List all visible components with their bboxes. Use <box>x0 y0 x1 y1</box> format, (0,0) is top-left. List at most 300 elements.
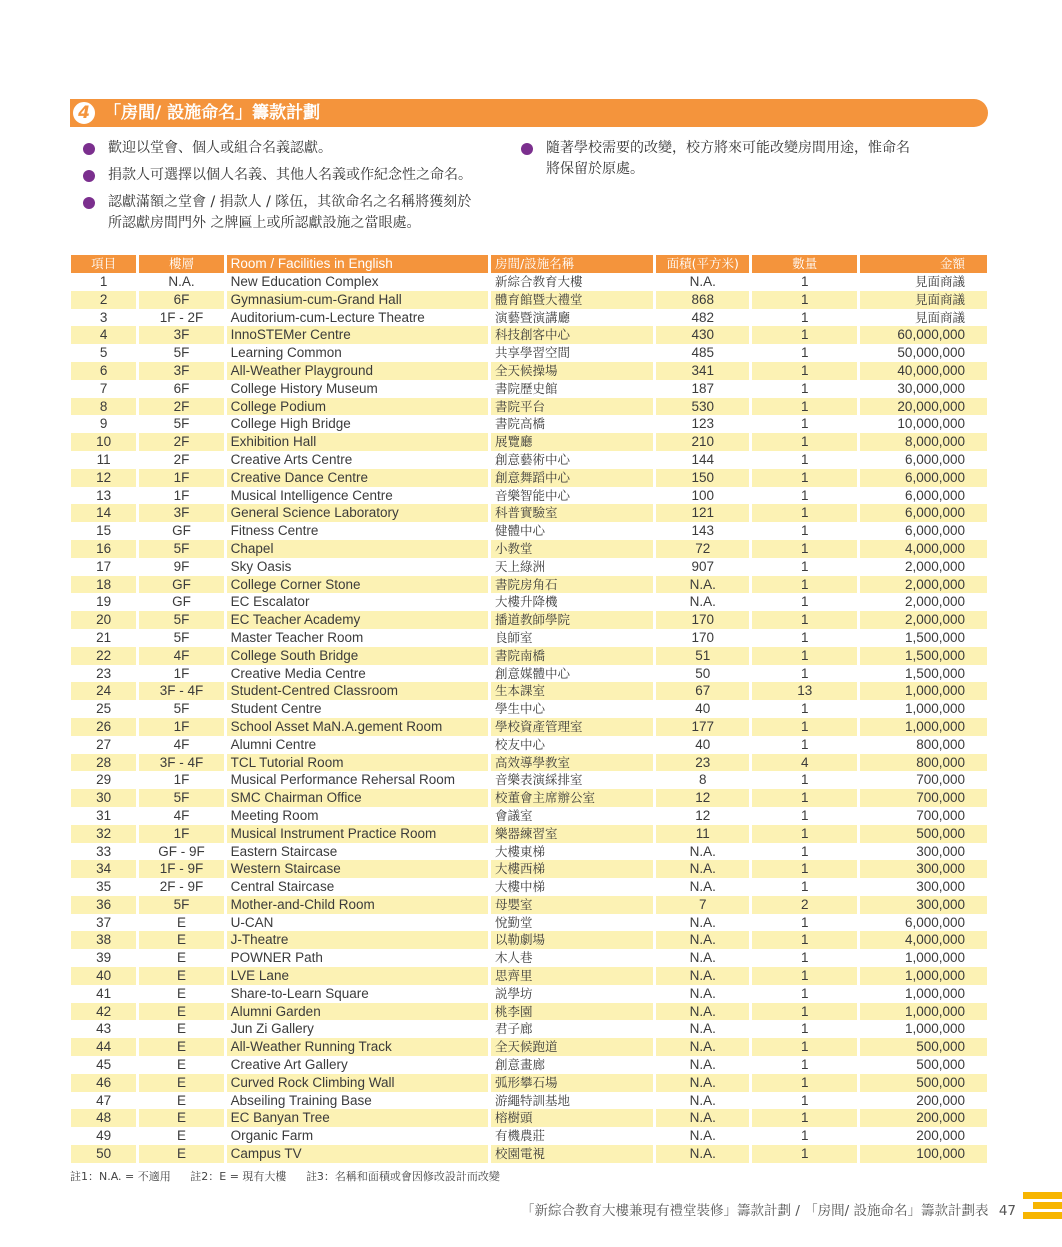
table-cell: 72 <box>656 540 749 558</box>
table-cell: 游繩特訓基地 <box>495 1092 571 1108</box>
table-body <box>71 273 987 1163</box>
table-cell: 良師室 <box>495 629 533 645</box>
bullet-item <box>108 165 472 186</box>
table-cell: GF <box>172 523 191 539</box>
table-cell: 170 <box>691 629 714 645</box>
table-cell: EC Escalator <box>230 594 310 610</box>
table-cell: 5F <box>139 540 223 558</box>
table-cell: 榕樹頭 <box>491 1109 653 1127</box>
table-cell: E <box>176 985 186 1001</box>
table-cell: 300,000 <box>860 860 987 878</box>
table-cell: 1 <box>752 931 857 949</box>
table-cell: 悅勤堂 <box>495 914 533 930</box>
bullet-text: 隨著學校需要的改變，校方將來可能改變房間用途，惟命名 將保留於原處。 <box>546 140 910 177</box>
table-cell: 1F <box>139 825 223 843</box>
bullet-item <box>108 192 471 234</box>
footer-title: 「新綜合教育大樓兼現有禮堂裝修」籌款計劃 / 「房間/ 設施命名」籌款計劃表 <box>521 1203 989 1219</box>
table-cell: 170 <box>656 611 749 629</box>
table-cell: 健體中心 <box>495 523 546 539</box>
table-row <box>71 931 987 949</box>
table-cell: 生本課室 <box>491 682 653 700</box>
table-row <box>71 362 987 380</box>
table-cell: N.A. <box>168 274 195 289</box>
table-cell: 1 <box>752 1038 857 1056</box>
table-cell: 11 <box>96 451 111 467</box>
table-cell: 書院歷史館 <box>495 380 558 396</box>
table-cell: College High Bridge <box>230 416 351 432</box>
table-cell: College Podium <box>227 398 488 416</box>
table-cell: EC Teacher Academy <box>227 611 488 629</box>
table-row <box>71 718 987 736</box>
table-cell: 弧形攀石場 <box>491 1074 653 1092</box>
table-cell: 1 <box>752 860 857 878</box>
table-cell: 1 <box>801 594 809 610</box>
table-cell: College History Museum <box>230 380 378 396</box>
table-row <box>71 736 987 754</box>
table-cell: Gymnasium-cum-Grand Hall <box>227 291 488 309</box>
table-row <box>71 754 987 772</box>
table-cell: 6,000,000 <box>860 469 987 487</box>
table-row <box>71 682 987 700</box>
table-cell: 會議室 <box>495 807 533 823</box>
column-header: 數量 <box>752 255 857 273</box>
table-cell: 200,000 <box>916 1092 965 1108</box>
column-header: 金額 <box>860 255 987 273</box>
table-cell: 1 <box>752 469 857 487</box>
table-cell: 1,500,000 <box>860 647 987 665</box>
table-row <box>71 415 987 433</box>
table-cell: 30,000,000 <box>897 380 965 396</box>
table-row <box>71 1020 987 1038</box>
table-row <box>71 1145 987 1163</box>
table-cell: 書院高橋 <box>495 416 546 432</box>
table-cell: 5F <box>139 789 223 807</box>
table-cell: 34 <box>71 860 136 878</box>
table-cell: 121 <box>656 504 749 522</box>
column-header: Room / Facilities in English <box>227 255 488 273</box>
table-cell: E <box>139 1145 223 1163</box>
table-cell: EC Banyan Tree <box>227 1109 488 1127</box>
table-cell: 40 <box>695 736 711 752</box>
table-cell: 32 <box>71 825 136 843</box>
table-cell: 6,000,000 <box>860 504 987 522</box>
table-cell: E <box>176 1128 186 1144</box>
table-row <box>71 1056 987 1074</box>
table-cell: Student-Centred Classroom <box>227 682 488 700</box>
table-cell: 15 <box>96 523 112 539</box>
table-cell: 10,000,000 <box>897 416 965 432</box>
table-cell: 1F <box>173 772 190 788</box>
table-cell: 天上綠洲 <box>495 558 546 574</box>
table-cell: 1,500,000 <box>904 629 965 645</box>
table-cell: Alumni Garden <box>227 1003 488 1021</box>
table-cell: 2F <box>139 398 223 416</box>
table-cell: 800,000 <box>860 754 987 772</box>
table-cell: Mother-and-Child Room <box>227 896 488 914</box>
table-cell: 1 <box>752 789 857 807</box>
table-cell: 有機農莊 <box>495 1128 546 1144</box>
table-cell: 1 <box>801 807 809 823</box>
footnotes <box>70 1168 516 1184</box>
table-cell: Musical Intelligence Centre <box>230 487 393 503</box>
table-cell: 4F <box>139 647 223 665</box>
table-row <box>71 522 987 540</box>
table-cell: 2 <box>752 896 857 914</box>
table-cell: 177 <box>656 718 749 736</box>
table-cell: 907 <box>691 558 714 574</box>
table-cell: 49 <box>96 1128 112 1144</box>
table-cell: N.A. <box>689 843 716 859</box>
table-cell: 14 <box>71 504 136 522</box>
table-cell: E <box>139 1109 223 1127</box>
table-cell: 1 <box>801 1128 809 1144</box>
table-cell: 40 <box>695 701 711 717</box>
table-cell: 1 <box>752 718 857 736</box>
table-row <box>71 558 987 576</box>
table-cell: 60,000,000 <box>860 326 987 344</box>
table-cell: General Science Laboratory <box>227 504 488 522</box>
bullet-dot-icon <box>83 197 95 209</box>
table-cell: Creative Arts Centre <box>230 451 353 467</box>
table-cell: 音樂智能中心 <box>495 487 571 503</box>
table-cell: 5F <box>173 416 190 432</box>
table-cell: 46 <box>71 1074 136 1092</box>
table-cell: 143 <box>691 523 714 539</box>
table-row <box>71 647 987 665</box>
table-cell: 1 <box>801 1057 809 1073</box>
table-cell: 12 <box>695 807 711 823</box>
table-cell: Musical Performance Rehersal Room <box>230 772 455 788</box>
table-cell: 4 <box>752 754 857 772</box>
table-cell: E <box>176 1021 186 1037</box>
table-row <box>71 611 987 629</box>
table-cell: LVE Lane <box>227 967 488 985</box>
table-cell: 1,000,000 <box>860 682 987 700</box>
table-cell: 創意畫廊 <box>495 1057 546 1073</box>
table-cell: 1 <box>752 576 857 594</box>
table-cell: 13 <box>96 487 112 503</box>
table-cell: N.A. <box>656 1038 749 1056</box>
table-cell: 1 <box>752 326 857 344</box>
table-cell: 1F <box>139 718 223 736</box>
table-cell: 50,000,000 <box>897 345 965 361</box>
table-cell: 12 <box>71 469 136 487</box>
table-cell: 868 <box>656 291 749 309</box>
table-cell: 1,000,000 <box>860 718 987 736</box>
table-cell: Musical Instrument Practice Room <box>227 825 488 843</box>
table-cell: Central Staircase <box>230 879 335 895</box>
table-cell: 1 <box>801 914 809 930</box>
table-cell: 2,000,000 <box>860 611 987 629</box>
table-cell: 校園電視 <box>491 1145 653 1163</box>
bullet-text: 認獻滿額之堂會 / 捐款人 / 隊伍，其欲命名之名稱將獲刻於 所認獻房間門外 之牌匾上或所認獻設施之當眼處。 <box>108 194 472 231</box>
table-cell: 5F <box>139 611 223 629</box>
table-cell: 桃李園 <box>491 1003 653 1021</box>
table-row <box>71 860 987 878</box>
table-cell: 21 <box>96 629 112 645</box>
column-header: 面積(平方米) <box>656 255 749 273</box>
table-cell: 500,000 <box>860 825 987 843</box>
table-cell: New Education Complex <box>230 274 379 289</box>
table-cell: N.A. <box>689 914 716 930</box>
table-row <box>71 807 987 825</box>
table-cell: 39 <box>96 950 112 966</box>
table-row <box>71 398 987 416</box>
table-cell: 40 <box>71 967 136 985</box>
table-cell: 母嬰室 <box>491 896 653 914</box>
table-cell: Abseiling Training Base <box>230 1092 372 1108</box>
table-cell: N.A. <box>656 967 749 985</box>
table-cell: 1 <box>801 309 809 325</box>
table-cell: N.A. <box>689 274 716 289</box>
table-cell: 1 <box>801 345 809 361</box>
table-cell: 6F <box>139 291 223 309</box>
table-cell: 1 <box>752 825 857 843</box>
table-cell: 38 <box>71 931 136 949</box>
table-row <box>71 896 987 914</box>
table-cell: 1 <box>801 950 809 966</box>
table-row <box>71 380 987 398</box>
table-cell: 10 <box>71 433 136 451</box>
table-cell: E <box>176 1057 186 1073</box>
table-cell: 300,000 <box>916 843 965 859</box>
bullet-item <box>546 138 910 180</box>
table-cell: 187 <box>691 380 714 396</box>
table-cell: 4,000,000 <box>860 931 987 949</box>
table-cell: 1 <box>801 1092 809 1108</box>
table-cell: 100 <box>691 487 714 503</box>
table-cell: 28 <box>71 754 136 772</box>
table-cell: 1 <box>801 380 809 396</box>
table-cell: 430 <box>656 326 749 344</box>
table-cell: N.A. <box>656 931 749 949</box>
table-cell: 書院房角石 <box>491 576 653 594</box>
table-row <box>71 700 987 718</box>
table-cell: 1,500,000 <box>904 665 965 681</box>
table-cell: 1 <box>752 540 857 558</box>
table-cell: 29 <box>96 772 112 788</box>
table-cell: 1,000,000 <box>860 967 987 985</box>
table-cell: 8 <box>71 398 136 416</box>
table-cell: 7 <box>656 896 749 914</box>
table-cell: 音樂表演綵排室 <box>495 772 583 788</box>
table-row <box>71 914 987 932</box>
table-cell: 3 <box>99 309 108 325</box>
table-cell: 67 <box>656 682 749 700</box>
table-cell: Share-to-Learn Square <box>230 985 369 1001</box>
table-cell: 1 <box>752 398 857 416</box>
table-cell: 6,000,000 <box>904 914 965 930</box>
table-cell: College South Bridge <box>227 647 488 665</box>
table-cell: 1 <box>752 611 857 629</box>
table-cell: 30 <box>71 789 136 807</box>
table-row <box>71 469 987 487</box>
table-cell: N.A. <box>689 1128 716 1144</box>
table-cell: Fitness Centre <box>230 523 319 539</box>
table-cell: 1 <box>752 1003 857 1021</box>
bullet-item <box>108 138 332 159</box>
table-cell: Western Staircase <box>227 860 488 878</box>
table-cell: 樂器練習室 <box>491 825 653 843</box>
table-cell: 48 <box>71 1109 136 1127</box>
table-row <box>71 540 987 558</box>
table-cell: 6F <box>173 380 190 396</box>
table-row <box>71 878 987 896</box>
table-cell: 見面商議 <box>914 309 965 325</box>
table-cell: N.A. <box>689 1057 716 1073</box>
table-cell: 1 <box>752 647 857 665</box>
table-cell: N.A. <box>656 860 749 878</box>
table-cell: 500,000 <box>860 1074 987 1092</box>
table-cell: 13 <box>752 682 857 700</box>
table-cell: 思齊里 <box>491 967 653 985</box>
table-cell: 100,000 <box>860 1145 987 1163</box>
table-cell: U-CAN <box>230 914 274 930</box>
table-cell: 8 <box>698 772 707 788</box>
table-cell: 1F - 9F <box>139 860 223 878</box>
table-cell: 23 <box>96 665 112 681</box>
section-number-badge: 4 <box>70 99 98 127</box>
table-cell: 木人巷 <box>495 950 533 966</box>
footnote: 註3：名稱和面積或會因修改設計而改變 <box>305 1170 500 1183</box>
table-cell: 482 <box>691 309 714 325</box>
table-cell: 1F <box>139 469 223 487</box>
table-cell: 1 <box>801 1021 809 1037</box>
table-cell: Learning Common <box>230 345 342 361</box>
table-cell: 全天候操場 <box>491 362 653 380</box>
table-cell: 40,000,000 <box>860 362 987 380</box>
table-cell: E <box>176 950 186 966</box>
table-cell: 200,000 <box>916 1128 965 1144</box>
table-cell: All-Weather Running Track <box>227 1038 488 1056</box>
table-cell: 1 <box>752 967 857 985</box>
table-cell: 科普實驗室 <box>491 504 653 522</box>
table-cell: 1 <box>801 985 809 1001</box>
table-cell: 1 <box>801 629 809 645</box>
table-cell: 150 <box>656 469 749 487</box>
table-cell: N.A. <box>689 1092 716 1108</box>
table-cell: 20 <box>71 611 136 629</box>
table-cell: 5 <box>99 345 108 361</box>
table-row <box>71 291 987 309</box>
table-row <box>71 451 987 469</box>
table-cell: All-Weather Playground <box>227 362 488 380</box>
table-cell: 1,000,000 <box>904 985 965 1001</box>
table-cell: Creative Dance Centre <box>227 469 488 487</box>
table-cell: Alumni Centre <box>230 736 317 752</box>
column-header: 項目 <box>71 255 136 273</box>
table-row <box>71 344 987 362</box>
table-cell: 説學坊 <box>495 985 533 1001</box>
table-cell: 1 <box>752 1109 857 1127</box>
table-cell: 2F <box>139 433 223 451</box>
table-cell: 校董會主席辦公室 <box>491 789 653 807</box>
table-cell: 大樓東梯 <box>495 843 546 859</box>
table-cell: 1 <box>752 433 857 451</box>
table-row <box>71 949 987 967</box>
table-cell: 700,000 <box>916 807 965 823</box>
table-cell: 44 <box>71 1038 136 1056</box>
table-cell: 3F - 4F <box>139 682 223 700</box>
table-cell: N.A. <box>689 950 716 966</box>
table-cell: 12 <box>656 789 749 807</box>
page-footer <box>521 1199 1016 1219</box>
table-cell: 1 <box>801 416 809 432</box>
table-cell: N.A. <box>656 1145 749 1163</box>
table-cell: 9F <box>173 558 190 574</box>
table-cell: 35 <box>96 879 112 895</box>
table-cell: 43 <box>96 1021 112 1037</box>
table-cell: 16 <box>71 540 136 558</box>
table-cell: 4F <box>173 807 190 823</box>
table-cell: 11 <box>656 825 749 843</box>
table-cell: N.A. <box>689 879 716 895</box>
table-cell: Auditorium-cum-Lecture Theatre <box>230 309 425 325</box>
table-cell: 530 <box>656 398 749 416</box>
table-cell: Jun Zi Gallery <box>230 1021 314 1037</box>
table-cell: E <box>139 1074 223 1092</box>
table-cell: 1 <box>801 701 809 717</box>
table-cell: 新綜合教育大樓 <box>495 274 583 289</box>
table-cell: 3F <box>139 504 223 522</box>
table-row <box>71 504 987 522</box>
table-cell: 1,000,000 <box>860 1003 987 1021</box>
column-header: 樓層 <box>139 255 223 273</box>
table-cell: 341 <box>656 362 749 380</box>
table-cell: 6,000,000 <box>904 523 965 539</box>
table-cell: 2,000,000 <box>904 558 965 574</box>
table-cell: 45 <box>96 1057 112 1073</box>
table-cell: 1,000,000 <box>904 701 965 717</box>
table-cell: 22 <box>71 647 136 665</box>
table-row <box>71 985 987 1003</box>
table-cell: N.A. <box>689 985 716 1001</box>
table-cell: 展覽廳 <box>491 433 653 451</box>
table-cell: 1F - 2F <box>159 309 204 325</box>
table-cell: Creative Media Centre <box>230 665 366 681</box>
table-cell: 大樓升降機 <box>495 594 558 610</box>
table-cell: 2F - 9F <box>159 879 204 895</box>
table-cell: 25 <box>96 701 112 717</box>
table-cell: 41 <box>96 985 112 1001</box>
table-cell: 1 <box>801 843 809 859</box>
table-cell: 144 <box>691 451 714 467</box>
table-cell: 8,000,000 <box>860 433 987 451</box>
table-cell: 300,000 <box>916 879 965 895</box>
table-cell: Campus TV <box>227 1145 488 1163</box>
table-cell: GF - 9F <box>158 843 205 859</box>
table-cell: School Asset MaN.A.gement Room <box>227 718 488 736</box>
table-cell: 50 <box>71 1145 136 1163</box>
table-cell: N.A. <box>656 1003 749 1021</box>
table-cell: E <box>176 1092 186 1108</box>
table-cell: 23 <box>656 754 749 772</box>
table-cell: 體育館暨大禮堂 <box>491 291 653 309</box>
table-cell: 2,000,000 <box>860 576 987 594</box>
table-row <box>71 1109 987 1127</box>
table-cell: 大樓中梯 <box>495 879 546 895</box>
table-row <box>71 326 987 344</box>
bullet-text: 歡迎以堂會、個人或組合名義認獻。 <box>108 140 332 156</box>
table-cell: 君子廊 <box>495 1021 533 1037</box>
table-cell: 全天候跑道 <box>491 1038 653 1056</box>
table-cell: 210 <box>656 433 749 451</box>
page-number: 47 <box>998 1203 1016 1219</box>
table-cell: 1 <box>801 451 809 467</box>
table-cell: 1 <box>99 274 108 289</box>
table-cell: 4,000,000 <box>860 540 987 558</box>
table-cell: Curved Rock Climbing Wall <box>227 1074 488 1092</box>
